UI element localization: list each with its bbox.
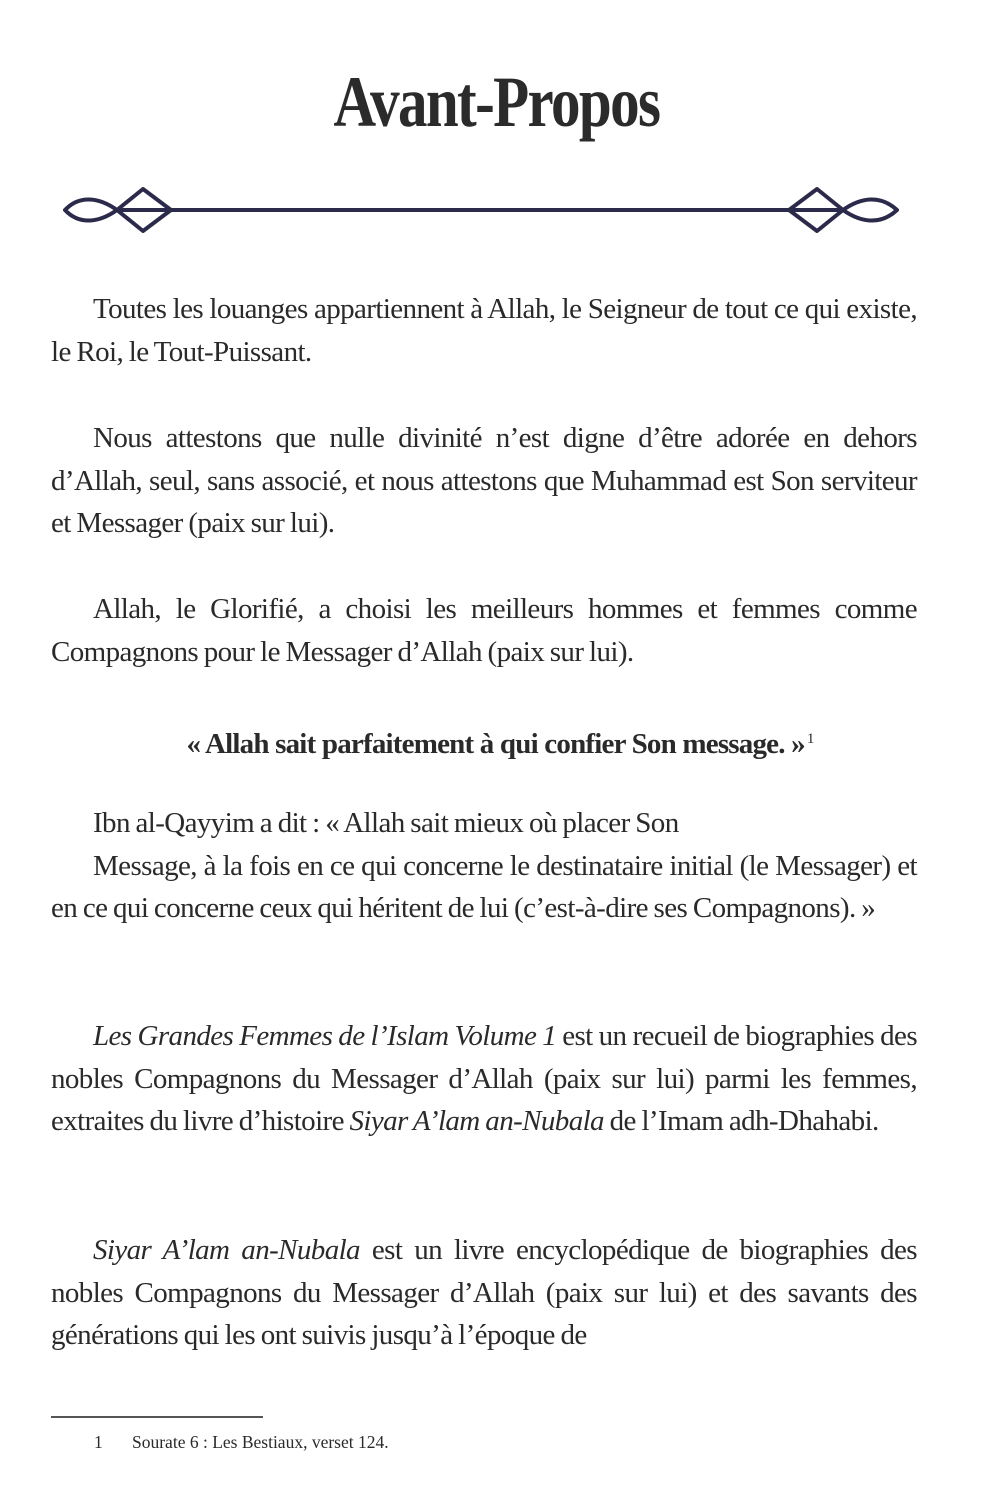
paragraph-book-description xyxy=(51,1015,917,1143)
footnote-reference[interactable]: 1 xyxy=(806,731,814,747)
footnote-number: 1 xyxy=(94,1432,103,1452)
book-title: Les Grandes Femmes de l’Islam Volume 1 xyxy=(93,1020,557,1052)
paragraph-ibn-al-qayyim xyxy=(51,802,917,930)
quran-quote xyxy=(0,718,1000,765)
decorative-divider-icon xyxy=(55,180,905,240)
paragraph-testimony: Nous attestons que nulle divinité n’est digne d’être adorée en dehors d’Allah, seul, sans associé, et nous attestons que Muhammad est Son serviteur et Messager (paix sur lui). xyxy=(51,422,917,539)
paragraph-siyar xyxy=(51,1229,917,1357)
paragraph-text: est un recueil de biographies des nobles Compagnons du Messager d’Allah (paix sur lui) parmi les femmes, extraites du livre d’histoire xyxy=(51,1020,917,1137)
page-title: Avant-Propos xyxy=(333,62,660,142)
book-title: Siyar A’lam an-Nubala xyxy=(349,1105,604,1137)
book-title: Siyar A’lam an-Nubala xyxy=(93,1234,360,1266)
paragraph-line: Ibn al-Qayyim a dit : « Allah sait mieux où placer Son xyxy=(93,807,679,839)
paragraph-line: Message, à la fois en ce qui concerne le destinataire initial (le Messager) et en ce qui concerne ceux qui héritent de lui (c’est-à-dire ses Compagnons). » xyxy=(51,849,917,924)
paragraph-praise: Toutes les louanges appartiennent à Allah, le Seigneur de tout ce qui existe, le Roi, le Tout-Puissant. xyxy=(51,293,917,368)
footnote-divider xyxy=(51,1416,263,1418)
quote-text: « Allah sait parfaitement à qui confier Son message. » xyxy=(186,728,805,760)
paragraph-text: de l’Imam adh-Dhahabi. xyxy=(603,1105,879,1137)
paragraph-companions: Allah, le Glorifié, a choisi les meilleurs hommes et femmes comme Compagnons pour le Messager d’Allah (paix sur lui). xyxy=(51,593,917,668)
footnote xyxy=(94,1430,389,1454)
footnote-text: Sourate 6 : Les Bestiaux, verset 124. xyxy=(132,1432,389,1452)
paragraph-text: est un livre encyclopédique de biographies des nobles Compagnons du Messager d’Allah (paix sur lui) et des savants des générations qui les ont suivis jusqu’à l’époque de xyxy=(51,1234,917,1351)
